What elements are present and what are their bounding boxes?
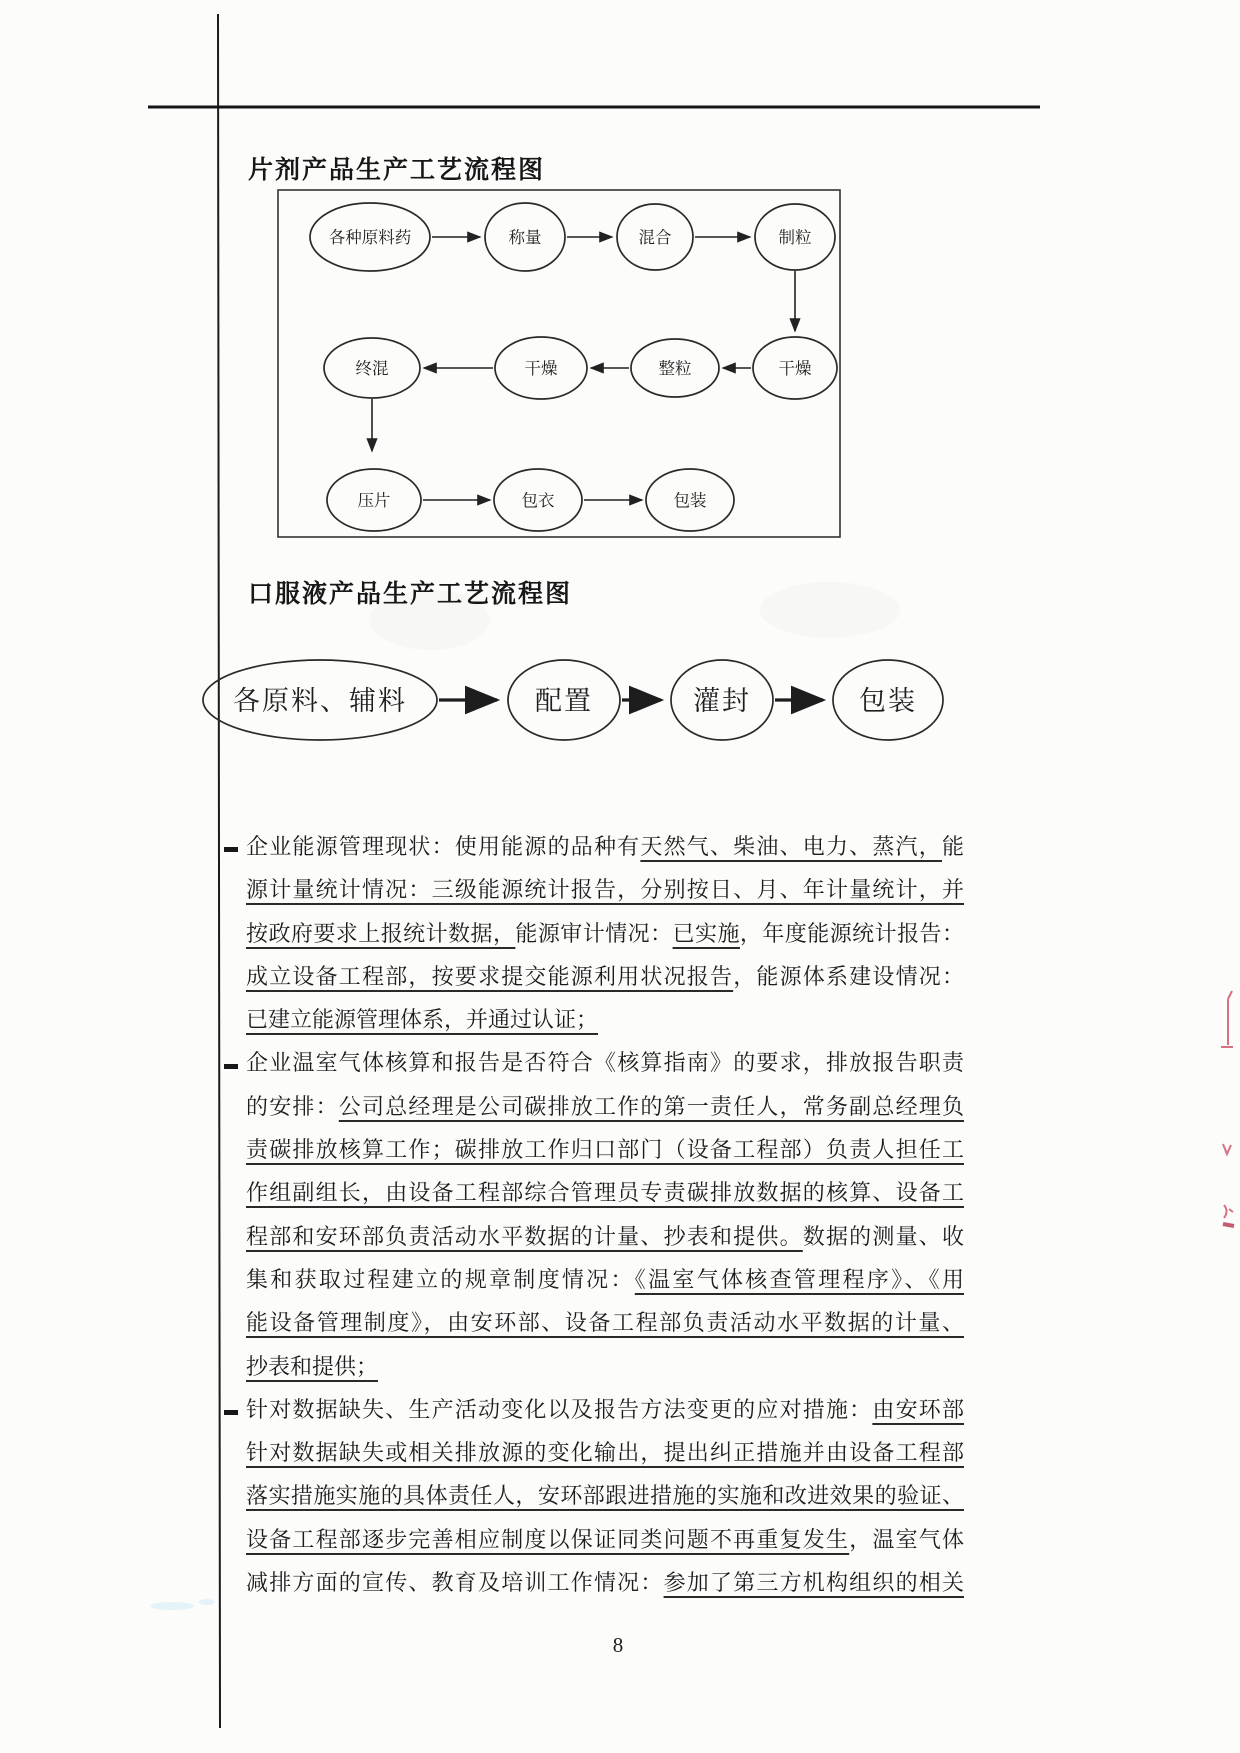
text-line xyxy=(246,1171,964,1214)
underlined-text: 参加了第三方机构组织的相关 xyxy=(663,1570,964,1596)
red-margin-marks xyxy=(1221,991,1234,1226)
text-line xyxy=(246,1301,964,1344)
plain-text: 企业温室气体核算和报告是否符合《核算指南》的要求，排放报告职责 xyxy=(246,1050,964,1076)
underlined-text: 责碳排放核算工作；碳排放工作归口部门（设备工程部）负责人担任工 xyxy=(246,1137,964,1163)
underlined-text: 针对数据缺失或相关排放源的变化输出，提出纠正措施并由设备工程部 xyxy=(246,1440,964,1466)
plain-text: 数据的测量、收 xyxy=(802,1223,964,1249)
underlined-text: 由安环部 xyxy=(872,1396,964,1422)
node-label: 包装 xyxy=(673,492,707,510)
underlined-text: 公司总经理是公司碳排放工作的第一责任人，常务副总经理负 xyxy=(338,1093,964,1119)
node-label: 称量 xyxy=(508,229,542,247)
bullet-list xyxy=(246,825,964,1604)
plain-text: 减排方面的宣传、教育及培训工作情况： xyxy=(246,1570,664,1596)
text-line xyxy=(246,1431,964,1474)
plain-text: 集和获取过程建立的规章制度情况： xyxy=(246,1266,635,1292)
plain-text: ，温室气体 xyxy=(849,1526,964,1552)
underlined-text: 设备工程部逐步完善相应制度以保证同类问题不再重复发生 xyxy=(246,1526,850,1552)
node-label: 整粒 xyxy=(658,360,692,378)
tablet-flowchart-title: 片剂产品生产工艺流程图 xyxy=(248,156,546,184)
underlined-text: 按政府要求上报统计数据， xyxy=(246,920,516,946)
text-line xyxy=(246,1128,964,1171)
plain-text: 的安排： xyxy=(246,1093,339,1119)
bullet-dash xyxy=(224,1064,238,1069)
text-line xyxy=(246,868,964,911)
underlined-text: 已建立能源管理体系，并通过认证； xyxy=(246,1007,599,1033)
plain-text: 针对数据缺失、生产活动变化以及报告方法变更的应对措施： xyxy=(246,1396,873,1422)
text-line xyxy=(246,1215,964,1258)
node-label: 包衣 xyxy=(521,492,555,510)
text-line xyxy=(246,1518,964,1561)
node-label: 包装 xyxy=(859,686,917,716)
underlined-text: 天然气、柴油、电力、蒸汽， xyxy=(640,834,942,859)
text-line xyxy=(246,912,964,955)
node-label: 混合 xyxy=(638,229,672,247)
underlined-text: 抄表和提供； xyxy=(246,1353,379,1379)
plain-text: ，年度能源统计报告： xyxy=(739,920,964,946)
binding-vertical-line xyxy=(218,14,220,1728)
plain-text: 企业能源管理现状：使用能源的品种有 xyxy=(246,834,641,859)
node-label: 各种原料药 xyxy=(328,229,412,247)
plain-text: 能源审计情况： xyxy=(515,920,673,946)
oral-flowchart xyxy=(195,655,1135,747)
underlined-text: 能设备管理制度》，由安环部、设备工程部负责活动水平数据的计量、 xyxy=(246,1310,964,1336)
text-line xyxy=(246,955,964,998)
oral-flowchart-title: 口服液产品生产工艺流程图 xyxy=(248,580,573,608)
text-line xyxy=(246,1041,964,1084)
node-label: 干燥 xyxy=(524,360,558,378)
underlined-text: 《温室气体核查管理程序》、《用 xyxy=(634,1266,964,1292)
node-label: 制粒 xyxy=(778,229,812,247)
tablet-flowchart xyxy=(270,185,850,543)
underlined-text: 作组副组长，由设备工程部综合管理员专责碳排放数据的核算、设备工 xyxy=(246,1180,964,1206)
text-line xyxy=(246,1474,964,1517)
node-label: 各原料、辅料 xyxy=(233,686,407,716)
scan-smudges xyxy=(150,1599,215,1610)
plain-text: ，能源体系建设情况： xyxy=(733,963,964,989)
underlined-text: 源计量统计情况：三级能源统计报告，分别按日、月、年计量统计，并 xyxy=(246,877,964,903)
text-line xyxy=(246,1258,964,1301)
bullet-dash xyxy=(224,847,238,852)
underlined-text: 成立设备工程部，按要求提交能源利用状况报告 xyxy=(246,963,734,989)
text-line xyxy=(246,1345,964,1388)
bullet-dash xyxy=(224,1410,238,1415)
plain-text: 能 xyxy=(941,834,964,859)
node-label: 终混 xyxy=(355,360,389,378)
node-label: 干燥 xyxy=(778,360,812,378)
node-label: 灌封 xyxy=(693,686,751,716)
node-label: 配置 xyxy=(535,686,593,716)
text-line xyxy=(246,825,964,868)
text-line xyxy=(246,1388,964,1431)
underlined-text: 落实措施实施的具体责任人，安环部跟进措施的实施和改进效果的验证、 xyxy=(246,1483,964,1509)
underlined-text: 已实施 xyxy=(672,920,740,946)
text-line xyxy=(246,998,964,1041)
node-label: 压片 xyxy=(357,492,391,510)
underlined-text: 程部和安环部负责活动水平数据的计量、抄表和提供。 xyxy=(246,1223,803,1249)
text-line xyxy=(246,1085,964,1128)
page-number: 8 xyxy=(612,1633,624,1657)
text-line xyxy=(246,1561,964,1604)
